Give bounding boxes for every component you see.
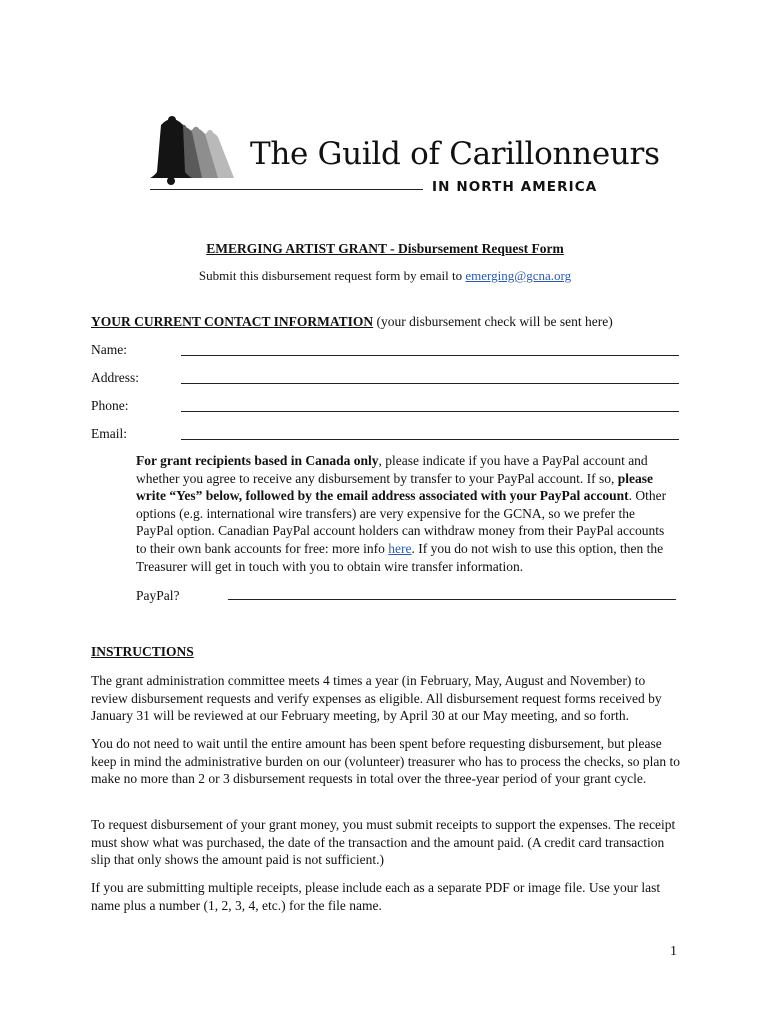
submit-text: Submit this disbursement request form by email to	[198, 268, 466, 283]
form-title: EMERGING ARTIST GRANT - Disbursement Request Form	[206, 241, 564, 256]
paypal-field[interactable]	[228, 599, 676, 600]
org-subtitle: IN NORTH AMERICA	[432, 179, 598, 195]
canada-text-2: . Other options (e.g. international wire transfers) are very expensive for the GCNA, so we prefer the PayPal option. Canadian PayPal account holders can withdraw money from their PayPal accounts to their own bank accounts for free: more info	[136, 488, 667, 556]
gcna-logo	[148, 112, 660, 202]
logo-divider	[150, 189, 423, 190]
phone-label: Phone:	[91, 398, 129, 413]
instructions-paragraph-3: To request disbursement of your grant money, you must submit receipts to support the expenses. The receipt must show what was purchased, the date of the transaction and the amount paid. (A credit card transaction slip that only shows the amount paid is not sufficient.)	[91, 817, 676, 868]
email-label: Email:	[91, 426, 127, 441]
instructions-paragraph-1: The grant administration committee meets 4 times a year (in February, May, August and November) to review disbursement requests and verify expenses as eligible. All disbursement request forms received by January 31 will be reviewed at our February meeting, by April 30 at our May meeting, and so forth.	[91, 673, 662, 724]
name-field[interactable]	[181, 355, 679, 356]
paypal-info-link[interactable]: here	[388, 540, 412, 556]
email-field[interactable]	[181, 439, 679, 440]
instructions-heading: INSTRUCTIONS	[91, 644, 194, 659]
canada-text-1: , please indicate if you have a PayPal account and whether you agree to receive any disbursement by transfer to your PayPal account. If so,	[136, 453, 648, 486]
canada-paypal-note	[136, 452, 668, 575]
address-field[interactable]	[181, 383, 679, 384]
instructions-paragraph-4: If you are submitting multiple receipts, please include each as a separate PDF or image file. Use your last name plus a number (1, 2, 3, 4, etc.) for the file name.	[91, 880, 661, 913]
address-label: Address:	[91, 370, 139, 385]
submit-instructions	[0, 268, 770, 284]
canada-text-3: . If you do not wish to use this option, then the Treasurer will get in touch with you to obtain wire transfer information.	[136, 540, 664, 574]
org-title: The Guild of Carillonneurs	[250, 136, 660, 172]
phone-field[interactable]	[181, 411, 679, 412]
name-label: Name:	[91, 342, 127, 357]
contact-heading-note: (your disbursement check will be sent here)	[373, 314, 613, 329]
contact-heading-title: YOUR CURRENT CONTACT INFORMATION	[91, 314, 374, 329]
canada-bold-lead: For grant recipients based in Canada only	[136, 453, 379, 468]
canada-bold-instruction: please write “Yes” below, followed by the email address associated with your PayPal account	[136, 470, 653, 504]
page-number: 1	[670, 944, 677, 959]
bells-icon	[148, 112, 248, 187]
instructions-paragraph-2: You do not need to wait until the entire amount has been spent before requesting disbursement, but please keep in mind the administrative burden on our (volunteer) treasurer who has to process the checks, so plan to make no more than 2 or 3 disbursement requests in total over the three-year period of your grant cycle.	[91, 736, 680, 787]
email-link[interactable]: emerging@gcna.org	[465, 268, 572, 283]
contact-heading	[91, 314, 613, 330]
paypal-label: PayPal?	[136, 588, 180, 603]
